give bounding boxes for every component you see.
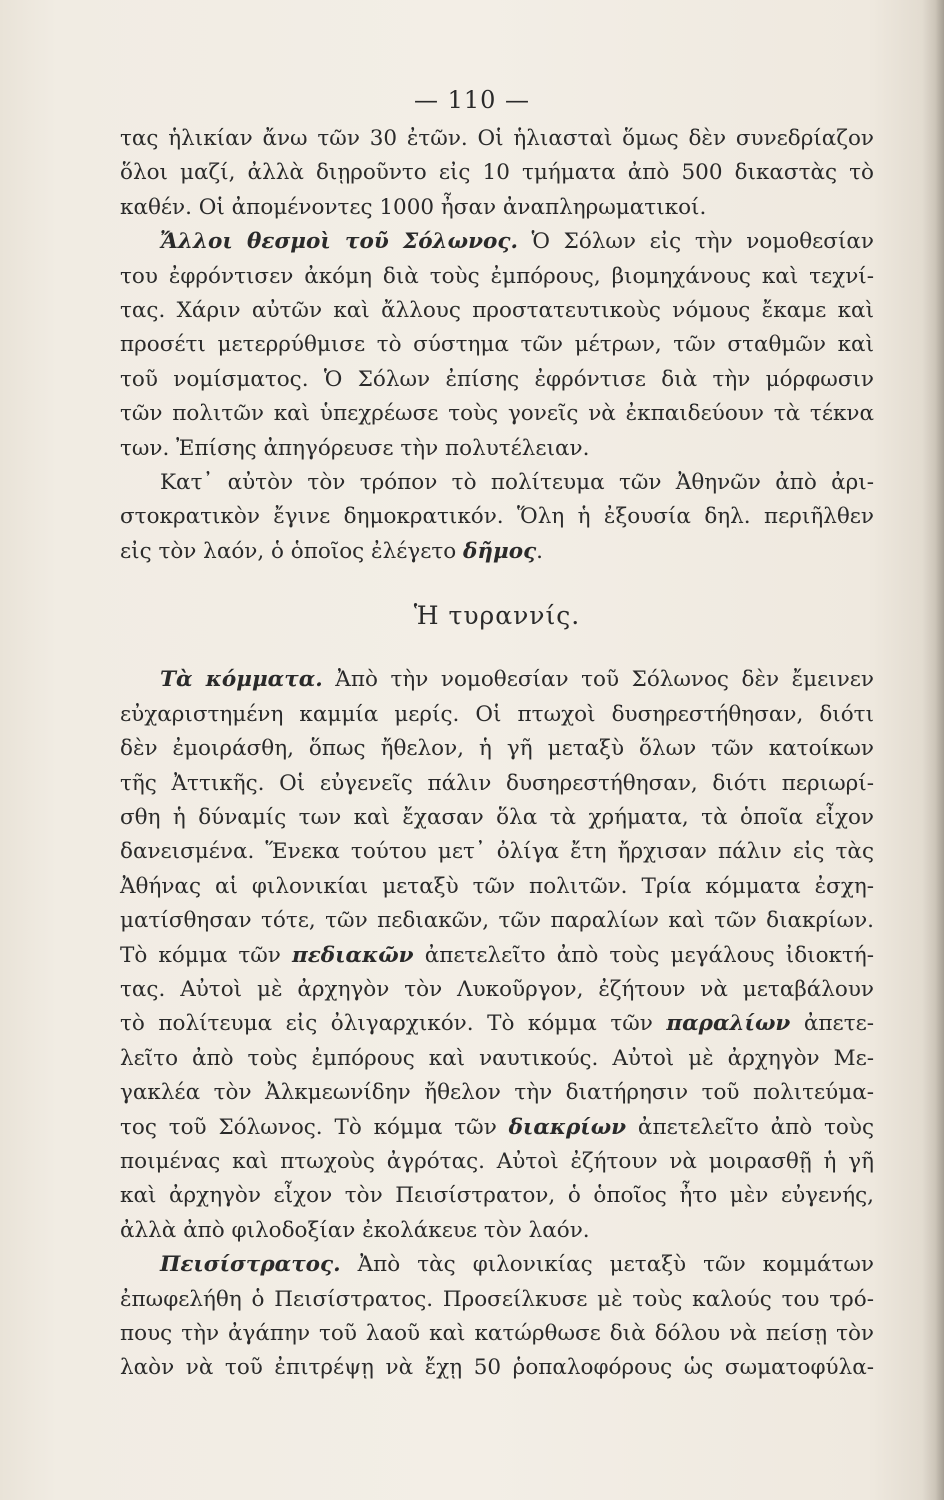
paragraph-title: Πεισίστρατος. bbox=[160, 1252, 341, 1278]
emphasized-term: παραλίων bbox=[666, 1011, 791, 1037]
text-line: τῶν πολιτῶν καὶ ὑπεχρέωσε τοὺς γονεῖς νὰ ἐκπαιδεύουν τὰ τέκνα bbox=[120, 401, 874, 427]
paragraph-5 bbox=[120, 1248, 874, 1386]
paragraph-2 bbox=[120, 225, 874, 466]
text-line bbox=[120, 1248, 874, 1282]
text-span: τος τοῦ Σόλωνος. Τὸ κόμμα τῶν bbox=[120, 1114, 509, 1140]
paragraph-1 bbox=[120, 122, 874, 225]
text-line: σθη ἡ δύναμίς των καὶ ἔχασαν ὅλα τὰ χρήματα, τὰ ὁποῖα εἶχον bbox=[120, 805, 874, 831]
text-line bbox=[120, 939, 874, 973]
text-line bbox=[120, 225, 874, 259]
section-heading: Ἡ τυραννίς. bbox=[413, 601, 581, 631]
text-span: ἀπετελεῖτο ἀπὸ τοὺς μεγάλους ἰδιοκτή- bbox=[413, 942, 874, 968]
text-line: τῆς Ἀττικῆς. Οἱ εὐγενεῖς πάλιν δυσηρεστήθησαν, διότι περιωρί- bbox=[120, 770, 874, 796]
text-line: τοῦ νομίσματος. Ὁ Σόλων ἐπίσης ἐφρόντισε διὰ τὴν μόρφωσιν bbox=[120, 366, 874, 392]
text-line: δανεισμένα. Ἕνεκα τούτου μετ᾽ ὀλίγα ἔτη ἤρχισαν πάλιν εἰς τὰς bbox=[120, 839, 874, 865]
emphasized-term: δῆμος bbox=[463, 538, 537, 564]
text-line: τας ἡλικίαν ἄνω τῶν 30 ἐτῶν. Οἱ ἡλιασταὶ ὅμως δὲν συνεδρίαζον bbox=[120, 126, 874, 151]
text-line bbox=[120, 1111, 874, 1145]
text-line: Κατ᾽ αὐτὸν τὸν τρόπον τὸ πολίτευμα τῶν Ἀθηνῶν ἀπὸ ἀρι- bbox=[160, 469, 874, 495]
text-span: . bbox=[536, 538, 544, 564]
text-line: δὲν ἐμοιράσθη, ὅπως ἤθελον, ἡ γῆ μεταξὺ ὅλων τῶν κατοίκων bbox=[120, 736, 874, 762]
text-line: γακλέα τὸν Ἀλκμεωνίδην ἤθελον τὴν διατήρησιν τοῦ πολιτεύμα- bbox=[120, 1080, 874, 1106]
text-line: του ἐφρόντισεν ἀκόμη διὰ τοὺς ἐμπόρους, βιομηχάνους καὶ τεχνί- bbox=[120, 263, 874, 289]
text-line: πους τὴν ἀγάπην τοῦ λαοῦ καὶ κατώρθωσε διὰ δόλου νὰ πείσῃ τὸν bbox=[120, 1320, 874, 1346]
text-span: Τὸ κόμμα τῶν bbox=[120, 942, 292, 968]
page-body bbox=[120, 122, 874, 1386]
text-line: λαὸν νὰ τοῦ ἐπιτρέψῃ νὰ ἔχῃ 50 ῥοπαλοφόρους ὡς σωματοφύλα- bbox=[120, 1355, 874, 1381]
emphasized-term: πεδιακῶν bbox=[292, 942, 414, 968]
text-line: ὅλοι μαζί, ἀλλὰ διῃροῦντο εἰς 10 τμήματα ἀπὸ 500 δικαστὰς τὸ bbox=[120, 160, 874, 186]
text-line: ἐπωφελήθη ὁ Πεισίστρατος. Προσείλκυσε μὲ τοὺς καλούς του τρό- bbox=[120, 1286, 874, 1312]
text-line: τας. Χάριν αὐτῶν καὶ ἄλλους προστατευτικοὺς νόμους ἔκαμε καὶ bbox=[120, 297, 874, 323]
text-line: εὐχαριστημένη καμμία μερίς. Οἱ πτωχοὶ δυσηρεστήθησαν, διότι bbox=[120, 701, 874, 727]
text-line: στοκρατικὸν ἔγινε δημοκρατικόν. Ὅλη ἡ ἐξουσία δηλ. περιῆλθεν bbox=[120, 504, 874, 530]
text-line bbox=[120, 535, 874, 569]
page-edge-shadow bbox=[922, 0, 944, 1500]
paragraph-4 bbox=[120, 663, 874, 1248]
emphasized-term: διακρίων bbox=[508, 1114, 627, 1140]
text-line: καθέν. Οἱ ἀπομένοντες 1000 ἦσαν ἀναπληρωματικοί. bbox=[120, 194, 707, 220]
text-line: προσέτι μετερρύθμισε τὸ σύστημα τῶν μέτρων, τῶν σταθμῶν καὶ bbox=[120, 332, 874, 358]
text-line: Ἀθήνας αἱ φιλονικίαι μεταξὺ τῶν πολιτῶν. Τρία κόμματα ἐσχη- bbox=[120, 873, 874, 899]
text-line: ποιμένας καὶ πτωχοὺς ἀγρότας. Αὐτοὶ ἐζήτουν νὰ μοιρασθῇ ἡ γῆ bbox=[120, 1148, 874, 1174]
page-number: — 110 — bbox=[413, 86, 531, 114]
text-span: ἀπετε- bbox=[790, 1011, 874, 1037]
text-line: ἀλλὰ ἀπὸ φιλοδοξίαν ἐκολάκευε τὸν λαόν. bbox=[120, 1217, 590, 1243]
paragraph-title: Τὰ κόμματα. bbox=[160, 667, 323, 693]
text-span: Ὁ Σόλων εἰς τὴν νομοθεσίαν bbox=[517, 229, 874, 255]
text-line bbox=[120, 663, 874, 697]
text-line: τας. Αὐτοὶ μὲ ἀρχηγὸν τὸν Λυκοῦργον, ἐζήτουν νὰ μεταβάλουν bbox=[120, 976, 874, 1002]
paragraph-title: Ἄλλοι θεσμοὶ τοῦ Σόλωνος. bbox=[160, 229, 518, 255]
paragraph-3 bbox=[120, 466, 874, 569]
text-line: καὶ ἀρχηγὸν εἶχον τὸν Πεισίστρατον, ὁ ὁποῖος ἦτο μὲν εὐγενής, bbox=[120, 1183, 874, 1209]
text-line bbox=[120, 1007, 874, 1041]
text-line: ματίσθησαν τότε, τῶν πεδιακῶν, τῶν παραλίων καὶ τῶν διακρίων. bbox=[120, 908, 874, 934]
text-span: Ἀπὸ τὰς φιλονικίας μεταξὺ τῶν κομμάτων bbox=[340, 1252, 874, 1278]
text-span: τὸ πολίτευμα εἰς ὀλιγαρχικόν. Τὸ κόμμα τῶν bbox=[120, 1011, 667, 1037]
text-span: εἰς τὸν λαόν, ὁ ὁποῖος ἐλέγετο bbox=[120, 538, 464, 564]
text-span: ἀπετελεῖτο ἀπὸ τοὺς bbox=[626, 1114, 874, 1140]
text-line: λεῖτο ἀπὸ τοὺς ἐμπόρους καὶ ναυτικούς. Αὐτοὶ μὲ ἀρχηγὸν Με- bbox=[120, 1045, 874, 1071]
text-line: των. Ἐπίσης ἀπηγόρευσε τὴν πολυτέλειαν. bbox=[120, 435, 590, 461]
text-span: Ἀπὸ τὴν νομοθεσίαν τοῦ Σόλωνος δὲν ἔμεινεν bbox=[322, 667, 875, 693]
